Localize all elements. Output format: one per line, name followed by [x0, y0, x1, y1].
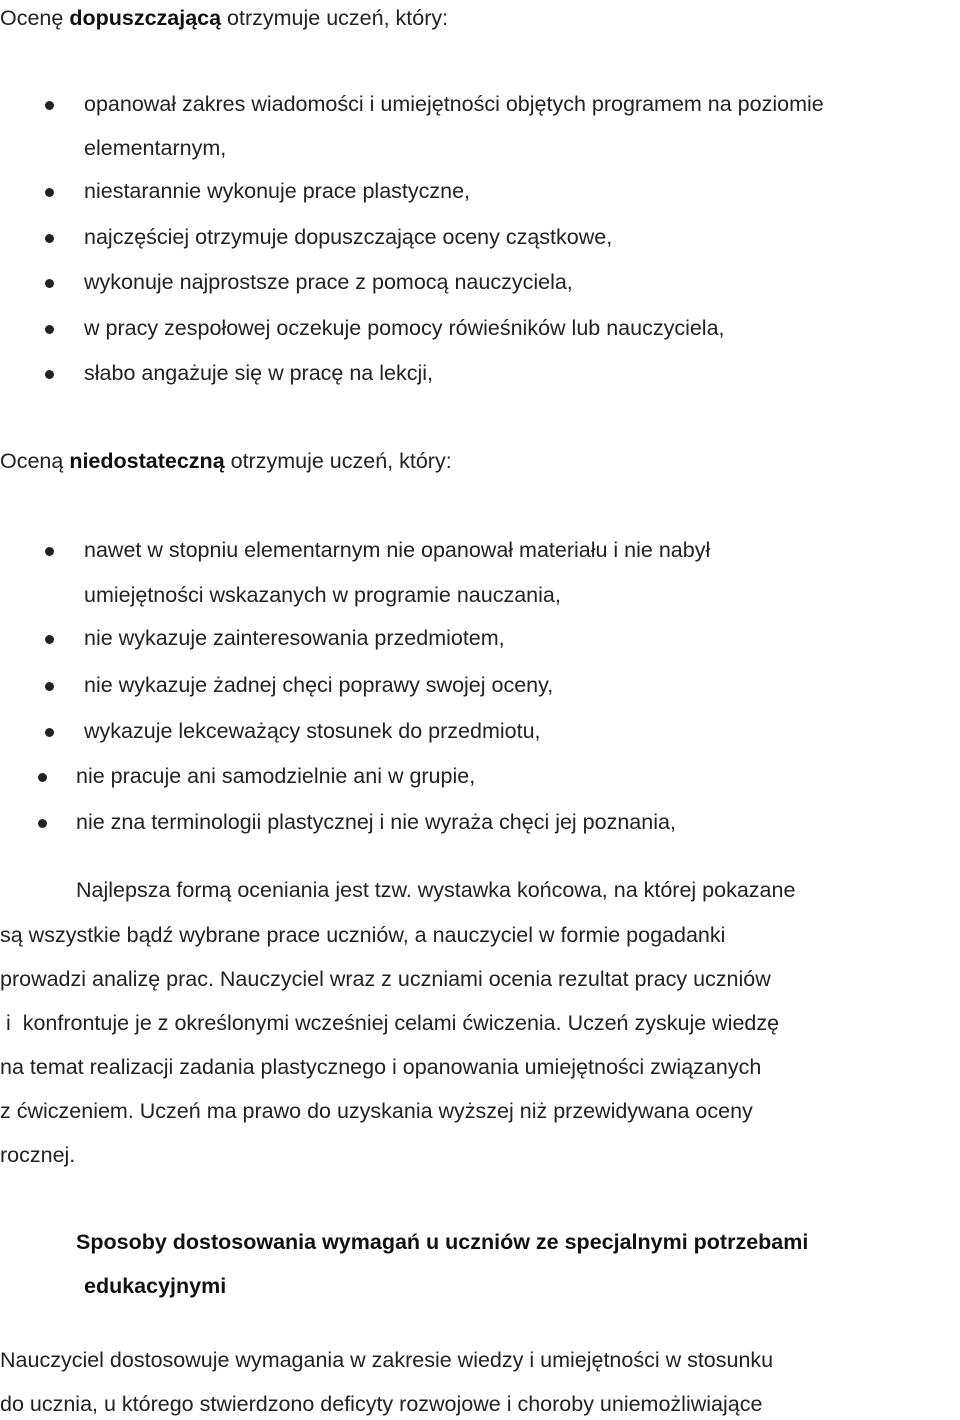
list-item: nie wykazuje zainteresowania przedmiotem, — [84, 626, 505, 650]
bullet-icon — [45, 635, 54, 644]
bullet-icon — [45, 279, 54, 288]
list-item-continuation: umiejętności wskazanych w programie nauczania, — [84, 583, 561, 607]
list-item: opanował zakres wiadomości i umiejętności objętych programem na poziomie — [84, 92, 824, 116]
list-item: nawet w stopniu elementarnym nie opanował materiału i nie nabył — [84, 538, 711, 562]
list-item: wykonuje najprostsze prace z pomocą nauczyciela, — [84, 270, 573, 294]
section-intro-niedostateczna — [0, 451, 452, 473]
bullet-icon — [45, 188, 54, 197]
bullet-icon — [45, 325, 54, 334]
list-item: nie wykazuje żadnej chęci poprawy swojej oceny, — [84, 673, 554, 697]
bullet-icon — [38, 819, 47, 828]
intro-text: otrzymuje uczeń, który: — [221, 6, 449, 30]
intro-text: otrzymuje uczeń, który: — [224, 449, 452, 473]
list-item-continuation: elementarnym, — [84, 136, 227, 160]
paragraph-line: są wszystkie bądź wybrane prace uczniów, a nauczyciel w formie pogadanki — [0, 923, 726, 947]
paragraph-line: Nauczyciel dostosowuje wymagania w zakresie wiedzy i umiejętności w stosunku — [0, 1348, 774, 1372]
paragraph-line: z ćwiczeniem. Uczeń ma prawo do uzyskania wyższej niż przewidywana oceny — [0, 1099, 753, 1123]
bullet-icon — [45, 101, 54, 110]
bullet-icon — [38, 773, 47, 782]
list-item: nie pracuje ani samodzielnie ani w grupie, — [76, 764, 476, 788]
list-item: słabo angażuje się w pracę na lekcji, — [84, 361, 433, 385]
grade-name: dopuszczającą — [69, 6, 222, 30]
section-heading-continuation: edukacyjnymi — [84, 1274, 227, 1298]
bullet-icon — [45, 234, 54, 243]
bullet-icon — [45, 370, 54, 379]
section-intro-dopuszczajaca — [0, 8, 448, 30]
intro-text: Oceną — [0, 449, 70, 473]
paragraph-line: prowadzi analizę prac. Nauczyciel wraz z uczniami ocenia rezultat pracy uczniów — [0, 967, 771, 991]
section-heading: Sposoby dostosowania wymagań u uczniów ze specjalnymi potrzebami — [76, 1230, 809, 1254]
paragraph-line: na temat realizacji zadania plastycznego i opanowania umiejętności związanych — [0, 1055, 762, 1079]
list-item: w pracy zespołowej oczekuje pomocy rówieśników lub nauczyciela, — [84, 316, 725, 340]
paragraph-line: do ucznia, u którego stwierdzono deficyty rozwojowe i choroby uniemożliwiające — [0, 1392, 763, 1416]
list-item: wykazuje lekceważący stosunek do przedmiotu, — [84, 719, 541, 743]
bullet-icon — [45, 728, 54, 737]
paragraph-line: Najlepsza formą oceniania jest tzw. wystawka końcowa, na której pokazane — [76, 878, 796, 902]
grade-name: niedostateczną — [69, 449, 225, 473]
paragraph-line: i konfrontuje je z określonymi wcześniej celami ćwiczenia. Uczeń zyskuje wiedzę — [0, 1011, 780, 1035]
bullet-icon — [45, 547, 54, 556]
list-item: nie zna terminologii plastycznej i nie wyraża chęci jej poznania, — [76, 810, 676, 834]
intro-text: Ocenę — [0, 6, 70, 30]
bullet-icon — [45, 682, 54, 691]
list-item: najczęściej otrzymuje dopuszczające oceny cząstkowe, — [84, 225, 613, 249]
paragraph-line: rocznej. — [0, 1143, 76, 1167]
list-item: niestarannie wykonuje prace plastyczne, — [84, 179, 471, 203]
